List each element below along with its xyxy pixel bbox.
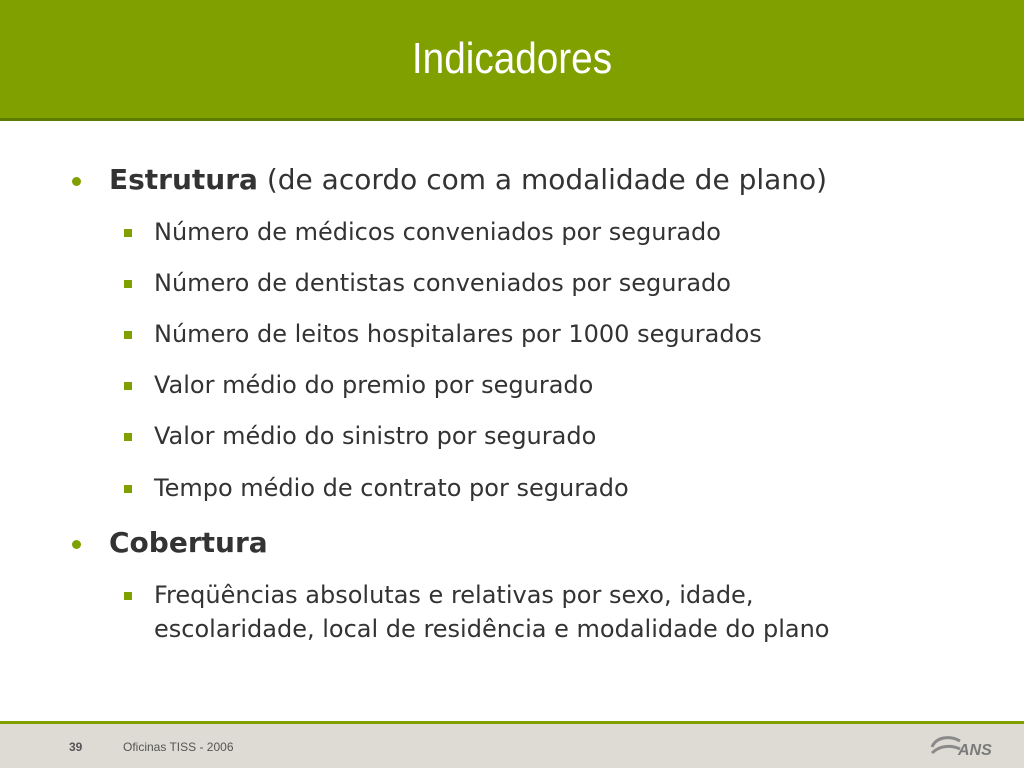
slide-title: Indicadores <box>411 34 613 83</box>
logo-text: ANS <box>958 742 992 759</box>
ans-logo-icon <box>930 733 994 761</box>
list-item: Valor médio do sinistro por segurado <box>154 422 597 450</box>
section-heading-note: (de acordo com a modalidade de plano) <box>266 163 828 196</box>
section-heading: Cobertura <box>109 526 268 559</box>
bullet-dot <box>72 540 81 549</box>
square-bullet <box>124 229 132 237</box>
list-item-continuation: escolaridade, local de residência e modalidade do plano <box>154 615 830 643</box>
square-bullet <box>124 592 132 600</box>
list-item: Número de leitos hospitalares por 1000 segurados <box>154 320 762 348</box>
page-number: 39 <box>69 740 83 754</box>
square-bullet <box>124 280 132 288</box>
list-item: Tempo médio de contrato por segurado <box>154 474 629 502</box>
square-bullet <box>124 433 132 441</box>
list-item: Número de dentistas conveniados por segurado <box>154 269 731 297</box>
footer-text: Oficinas TISS - 2006 <box>123 740 234 754</box>
list-item: Número de médicos conveniados por segurado <box>154 218 721 246</box>
square-bullet <box>124 331 132 339</box>
section-estrutura <box>109 163 827 196</box>
square-bullet <box>124 485 132 493</box>
list-item: Valor médio do premio por segurado <box>154 371 594 399</box>
section-cobertura <box>109 526 268 559</box>
square-bullet <box>124 382 132 390</box>
bullet-dot <box>72 177 81 186</box>
section-heading: Estrutura <box>109 163 258 196</box>
list-item: Freqüências absolutas e relativas por sexo, idade, <box>154 581 754 609</box>
